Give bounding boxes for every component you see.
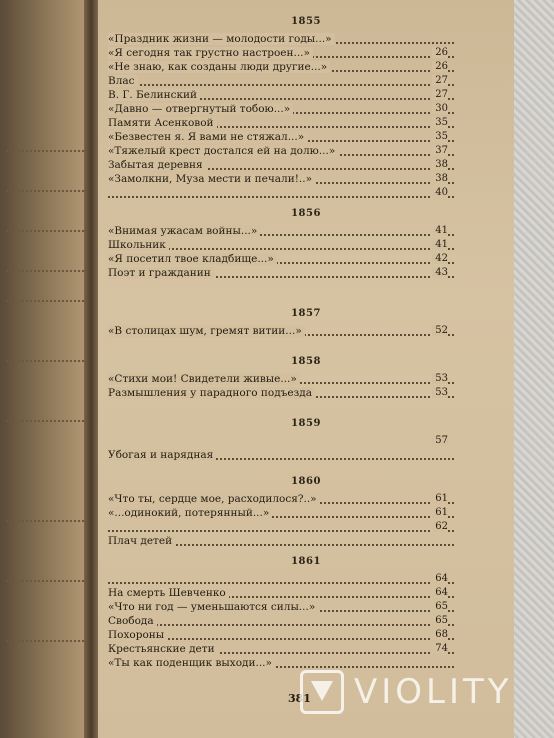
year-section — [98, 356, 514, 401]
year-heading: 1855 — [291, 16, 321, 27]
entry-title: Свобода — [108, 615, 157, 627]
entry-title: «Стихи мои! Свидетели живые...» — [108, 373, 300, 385]
toc-entry — [98, 173, 514, 187]
toc-entry — [98, 493, 514, 507]
year-section — [98, 308, 514, 339]
toc-entry — [98, 117, 514, 131]
entry-title: «Ты как поденщик выходи...» — [108, 657, 275, 669]
entry-page: 27 — [432, 75, 448, 86]
entry-title: Школьник — [108, 239, 169, 251]
year-section — [98, 556, 514, 671]
entry-page: 62 — [432, 521, 448, 532]
entry-title: Поэт и гражданин — [108, 267, 214, 279]
toc-entry — [98, 131, 514, 145]
dot-leader — [6, 150, 84, 154]
entry-title: Плач детей — [108, 535, 175, 547]
year-heading: 1861 — [291, 556, 321, 567]
toc-entry — [98, 75, 514, 89]
entry-page: 30 — [432, 103, 448, 114]
toc-entry — [98, 573, 514, 587]
entry-title: Влас — [108, 75, 138, 87]
toc-entry — [98, 587, 514, 601]
entry-title: «Не знаю, как созданы люди другие...» — [108, 61, 330, 73]
toc-entry — [98, 373, 514, 387]
dot-leader — [6, 300, 84, 304]
entry-page: 43 — [432, 267, 448, 278]
toc-entry — [98, 253, 514, 267]
entry-page: 74 — [432, 643, 448, 654]
entry-title: «Внимая ужасам войны...» — [108, 225, 260, 237]
entry-title: «Давно — отвергнутый тобою...» — [108, 103, 293, 115]
entry-title: На смерть Шевченко — [108, 587, 229, 599]
year-heading: 1860 — [291, 476, 321, 487]
toc-entry — [98, 239, 514, 253]
toc-entry — [98, 61, 514, 75]
toc-entry — [98, 629, 514, 643]
entry-page: 26 — [432, 61, 448, 72]
toc-entry — [98, 387, 514, 401]
toc-entry — [98, 643, 514, 657]
entry-page: 64 — [432, 573, 448, 584]
toc-entry — [98, 145, 514, 159]
entry-title: «Праздник жизни — молодости годы...» — [108, 33, 335, 45]
year-section — [98, 476, 514, 549]
entry-title: Размышления у парадного подъезда — [108, 387, 315, 399]
toc-entry — [98, 225, 514, 239]
watermark — [300, 662, 540, 722]
violity-logo-icon — [300, 670, 344, 714]
entry-page: 53 — [432, 373, 448, 384]
entry-title: «Что ни год — уменьшаются силы...» — [108, 601, 318, 613]
dot-leader — [6, 640, 84, 644]
entry-page: 65 — [432, 615, 448, 626]
entry-title: «Замолкни, Муза мести и печали!..» — [108, 173, 315, 185]
entry-title: «Что ты, сердце мое, расходилося?..» — [108, 493, 320, 505]
contents-page — [98, 0, 514, 738]
toc-entry — [98, 103, 514, 117]
toc-entry — [98, 159, 514, 173]
entry-page: 35 — [432, 131, 448, 142]
entry-page: 52 — [432, 325, 448, 336]
year-heading: 1859 — [291, 418, 321, 429]
entry-page: 41 — [432, 239, 448, 250]
dot-leader — [6, 580, 84, 584]
toc-entry — [98, 521, 514, 535]
toc-entry — [98, 325, 514, 339]
toc-entry — [98, 615, 514, 629]
entry-title: Убогая и нарядная — [108, 449, 216, 461]
entry-title: Похороны — [108, 629, 167, 641]
dot-leader — [6, 270, 84, 274]
entry-page: 61 — [432, 507, 448, 518]
page-number: 381 — [288, 692, 311, 705]
year-section — [98, 418, 514, 463]
dot-leader — [6, 520, 84, 524]
toc-entry — [98, 601, 514, 615]
year-heading: 1856 — [291, 208, 321, 219]
dot-leader — [6, 230, 84, 234]
toc-entry — [98, 47, 514, 61]
left-page — [0, 0, 88, 738]
entry-title: Забытая деревня — [108, 159, 206, 171]
entry-title: В. Г. Белинский — [108, 89, 200, 101]
toc-entry — [98, 33, 514, 47]
entry-page: 65 — [432, 601, 448, 612]
background-surface — [510, 0, 554, 738]
toc-entry — [98, 89, 514, 103]
entry-title: «Я сегодня так грустно настроен...» — [108, 47, 313, 59]
toc-entry — [98, 187, 514, 201]
entry-page: 35 — [432, 117, 448, 128]
watermark-text: VIOLITY — [354, 672, 513, 712]
entry-page: 42 — [432, 253, 448, 264]
entry-page: 57 — [432, 435, 448, 446]
dot-leader — [6, 360, 84, 364]
entry-title: «Безвестен я. Я вами не стяжал...» — [108, 131, 307, 143]
entry-page: 40 — [432, 187, 448, 198]
entry-title: «Я посетил твое кладбище...» — [108, 253, 277, 265]
year-section — [98, 16, 514, 201]
entry-page: 38 — [432, 173, 448, 184]
entry-title: Крестьянские дети — [108, 643, 218, 655]
entry-page: 38 — [432, 159, 448, 170]
entry-title: «В столицах шум, гремят витии...» — [108, 325, 305, 337]
year-section — [98, 208, 514, 281]
entry-page: 53 — [432, 387, 448, 398]
entry-title: Памяти Асенковой — [108, 117, 217, 129]
year-heading: 1858 — [291, 356, 321, 367]
toc-entry — [98, 507, 514, 521]
entry-page: 61 — [432, 493, 448, 504]
entry-page: 27 — [432, 89, 448, 100]
entry-page: 26 — [432, 47, 448, 58]
entry-title: «Тяжелый крест достался ей на долю...» — [108, 145, 338, 157]
toc-entry — [98, 267, 514, 281]
entry-title: «...одинокий, потерянный...» — [108, 507, 272, 519]
entry-page: 37 — [432, 145, 448, 156]
dot-leader — [6, 190, 84, 194]
toc-entry — [98, 535, 514, 549]
entry-page: 68 — [432, 629, 448, 640]
entry-page: 64 — [432, 587, 448, 598]
toc-entry — [98, 435, 514, 449]
entry-page: 41 — [432, 225, 448, 236]
year-heading: 1857 — [291, 308, 321, 319]
dot-leader — [6, 420, 84, 424]
toc-entry — [98, 449, 514, 463]
